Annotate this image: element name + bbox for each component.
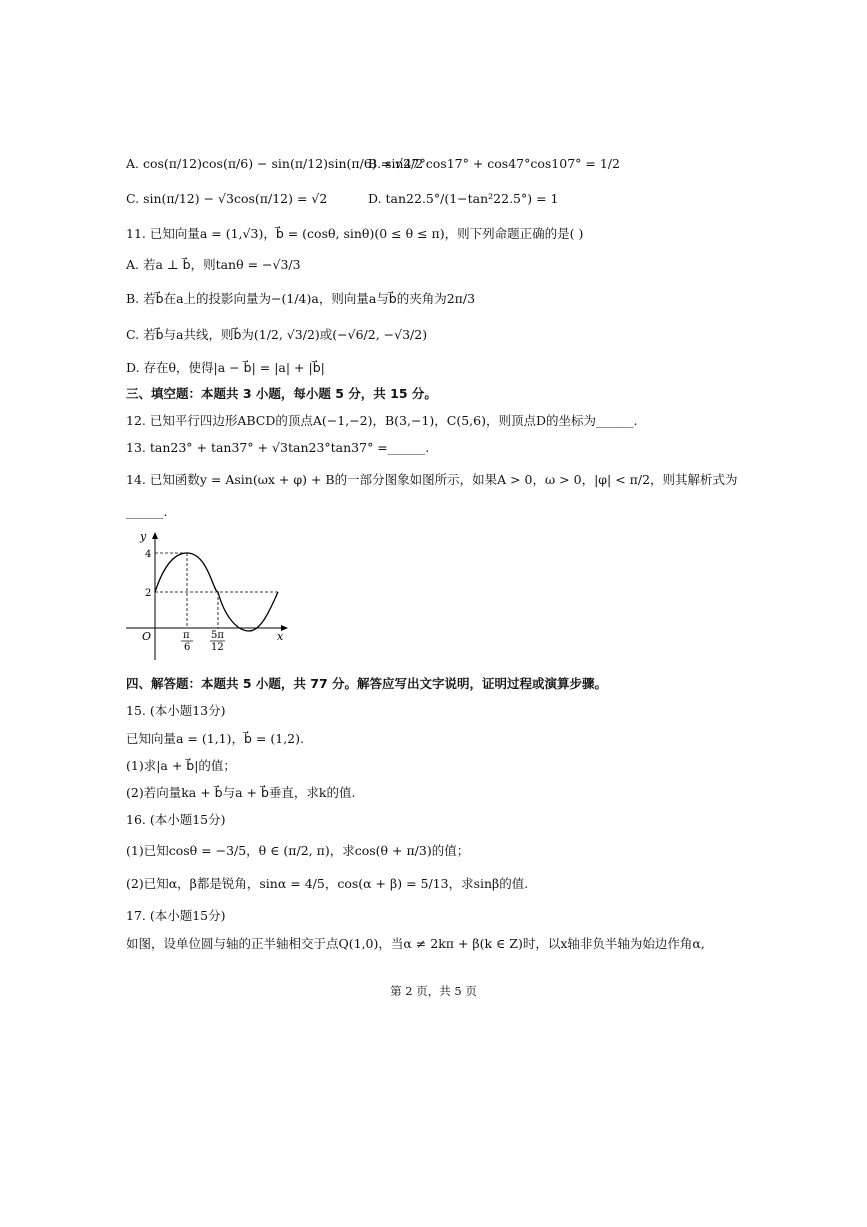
q15-part-2: (2)若向量ka + b⃗与a + b⃗垂直，求k的值.: [126, 785, 356, 800]
page-footer: 第 2 页，共 5 页: [390, 984, 477, 998]
section-3-heading: 三、填空题：本题共 3 小题，每小题 5 分，共 15 分。: [126, 386, 437, 401]
q11-option-b: B. 若b⃗在a上的投影向量为−(1/4)a，则向量a与b⃗的夹角为2π/3: [126, 291, 476, 306]
y-tick-4: 4: [145, 549, 152, 560]
q17-heading: 17. (本小题15分): [126, 908, 226, 923]
q10-option-d: D. tan22.5°/(1−tan²22.5°) = 1: [368, 191, 559, 206]
q15-heading: 15. (本小题13分): [126, 703, 226, 718]
q15-given: 已知向量a = (1,1)，b⃗ = (1,2).: [126, 731, 304, 746]
q14: 14. 已知函数y = Asin(ωx + φ) + B的一部分图象如图所示，如果A > 0，ω > 0，|φ| < π/2，则其解析式为: [126, 472, 738, 487]
x-tick-pi6-num: π: [183, 630, 190, 641]
q16-heading: 16. (本小题15分): [126, 812, 226, 827]
q11-option-d: D. 存在θ，使得|a − b⃗| = |a| + |b⃗|: [126, 360, 325, 375]
y-axis-label: y: [140, 530, 147, 543]
q10-option-a: A. cos(π/12)cos(π/6) − sin(π/12)sin(π/6) = √2/2: [126, 156, 424, 171]
x-tick-5pi12-num: 5π: [211, 630, 224, 641]
q10-option-c: C. sin(π/12) − √3cos(π/12) = √2: [126, 191, 328, 206]
x-axis-label: x: [277, 630, 284, 643]
q14-answer-blank: ______.: [126, 504, 168, 519]
q12: 12. 已知平行四边形ABCD的顶点A(−1,−2)，B(3,−1)，C(5,6)，则顶点D的坐标为______.: [126, 413, 638, 428]
q16-part-1: (1)已知cosθ = −3/5，θ ∈ (π/2, π)，求cos(θ + π/3)的值；: [126, 843, 470, 858]
q17-text: 如图，设单位圆与轴的正半轴相交于点Q(1,0)，当α ≠ 2kπ + β(k ∈ Z)时，以x轴非负半轴为始边作角α,: [126, 936, 705, 951]
q11-stem: 11. 已知向量a = (1,√3)，b⃗ = (cosθ, sinθ)(0 ≤ θ ≤ π)，则下列命题正确的是( ): [126, 226, 584, 241]
y-axis-arrow: [152, 532, 158, 539]
section-4-heading: 四、解答题：本题共 5 小题，共 77 分。解答应写出文字说明，证明过程或演算步骤。: [126, 676, 608, 691]
q16-part-2: (2)已知α，β都是锐角，sinα = 4/5，cos(α + β) = 5/13，求sinβ的值.: [126, 876, 529, 891]
q11-option-a: A. 若a ⊥ b⃗，则tanθ = −√3/3: [126, 257, 301, 272]
x-tick-5pi12-den: 12: [211, 642, 224, 653]
q11-option-c: C. 若b⃗与a共线，则b⃗为(1/2, √3/2)或(−√6/2, −√3/2): [126, 327, 428, 342]
q10-option-b: B. sin47°cos17° + cos47°cos107° = 1/2: [368, 156, 620, 171]
q14-function-graph: [118, 528, 298, 668]
y-tick-2: 2: [145, 588, 152, 599]
q13: 13. tan23° + tan37° + √3tan23°tan37° =______.: [126, 440, 430, 455]
x-tick-pi6-den: 6: [184, 642, 191, 653]
origin-label: O: [142, 630, 152, 643]
q15-part-1: (1)求|a + b⃗|的值；: [126, 758, 236, 773]
